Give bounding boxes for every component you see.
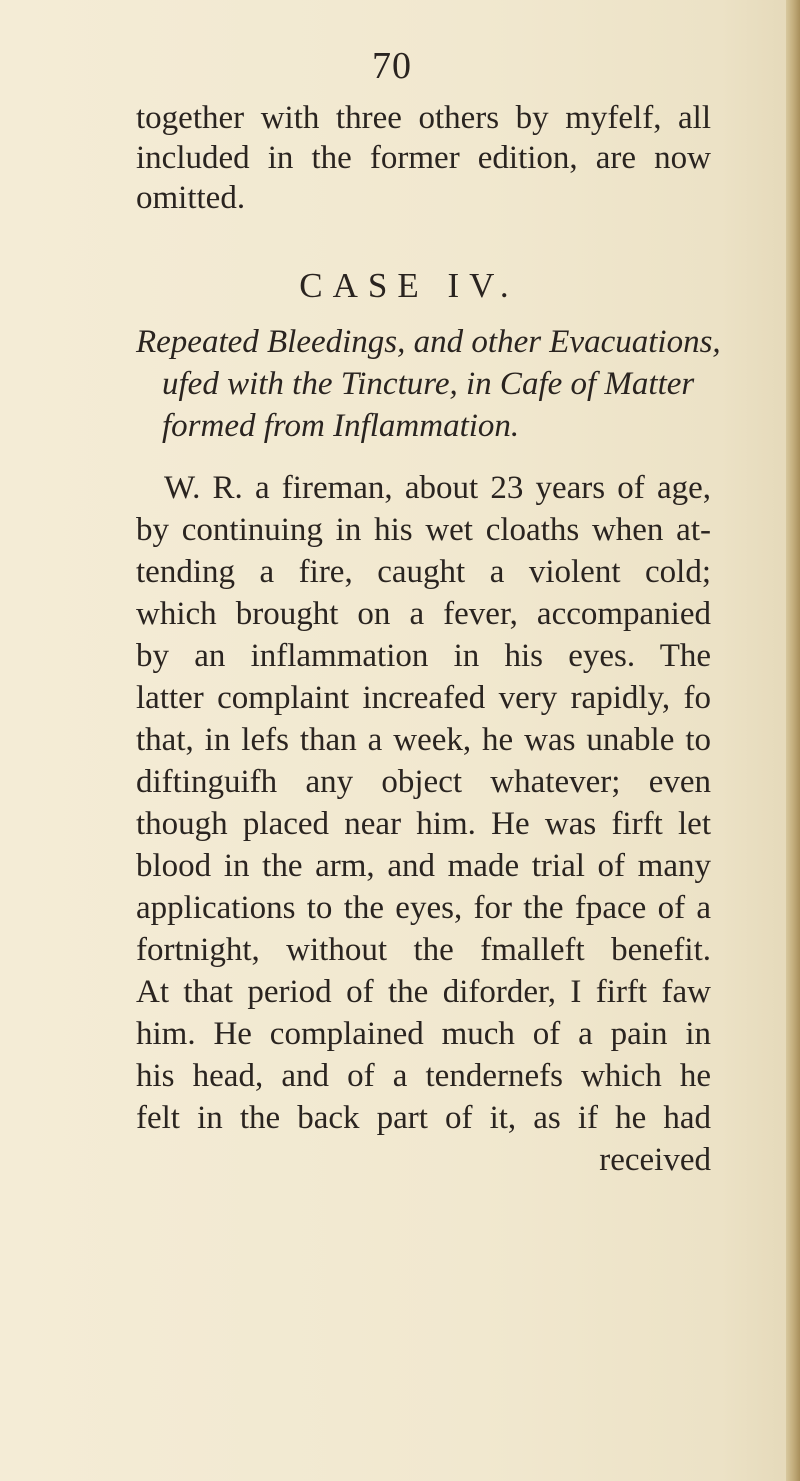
subtitle-line-2: ufed with the Tincture, in Cafe of Matter xyxy=(162,366,695,402)
page-number: 70 xyxy=(372,45,412,87)
body-line-11: applications to the eyes, for the fpace of a xyxy=(136,890,711,926)
body-line-8: diftinguifh any object whatever; even xyxy=(136,764,711,800)
body-line-7: that, in lefs than a week, he was unable to xyxy=(136,722,711,758)
intro-line-3: omitted. xyxy=(136,180,246,216)
intro-line-1: together with three others by myfelf, all xyxy=(136,100,711,136)
body-line-10: blood in the arm, and made trial of many xyxy=(136,848,711,884)
case-heading: CASE IV. xyxy=(299,266,519,305)
body-line-4: which brought on a fever, accompanied xyxy=(136,596,711,632)
body-line-6: latter complaint increafed very rapidly, fo xyxy=(136,680,711,716)
body-line-5: by an inflammation in his eyes. The xyxy=(136,638,711,674)
body-line-16: felt in the back part of it, as if he had xyxy=(136,1100,711,1136)
body-line-9: though placed near him. He was firft let xyxy=(136,806,711,842)
subtitle-line-3: formed from Inflammation. xyxy=(162,408,520,444)
body-line-2: by continuing in his wet cloaths when at- xyxy=(136,512,711,548)
subtitle-line-1: Repeated Bleedings, and other Evacuations, xyxy=(136,324,721,360)
body-line-14: him. He complained much of a pain in xyxy=(136,1016,711,1052)
catchword: received xyxy=(599,1142,711,1178)
page-edge xyxy=(786,0,800,1481)
body-line-12: fortnight, without the fmalleft benefit. xyxy=(136,932,711,968)
body-line-1: W. R. a fireman, about 23 years of age, xyxy=(164,470,711,506)
body-line-15: his head, and of a tendernefs which he xyxy=(136,1058,711,1094)
body-line-3: tending a fire, caught a violent cold; xyxy=(136,554,711,590)
body-line-13: At that period of the diforder, I firft faw xyxy=(136,974,711,1010)
intro-line-2: included in the former edition, are now xyxy=(136,140,711,176)
